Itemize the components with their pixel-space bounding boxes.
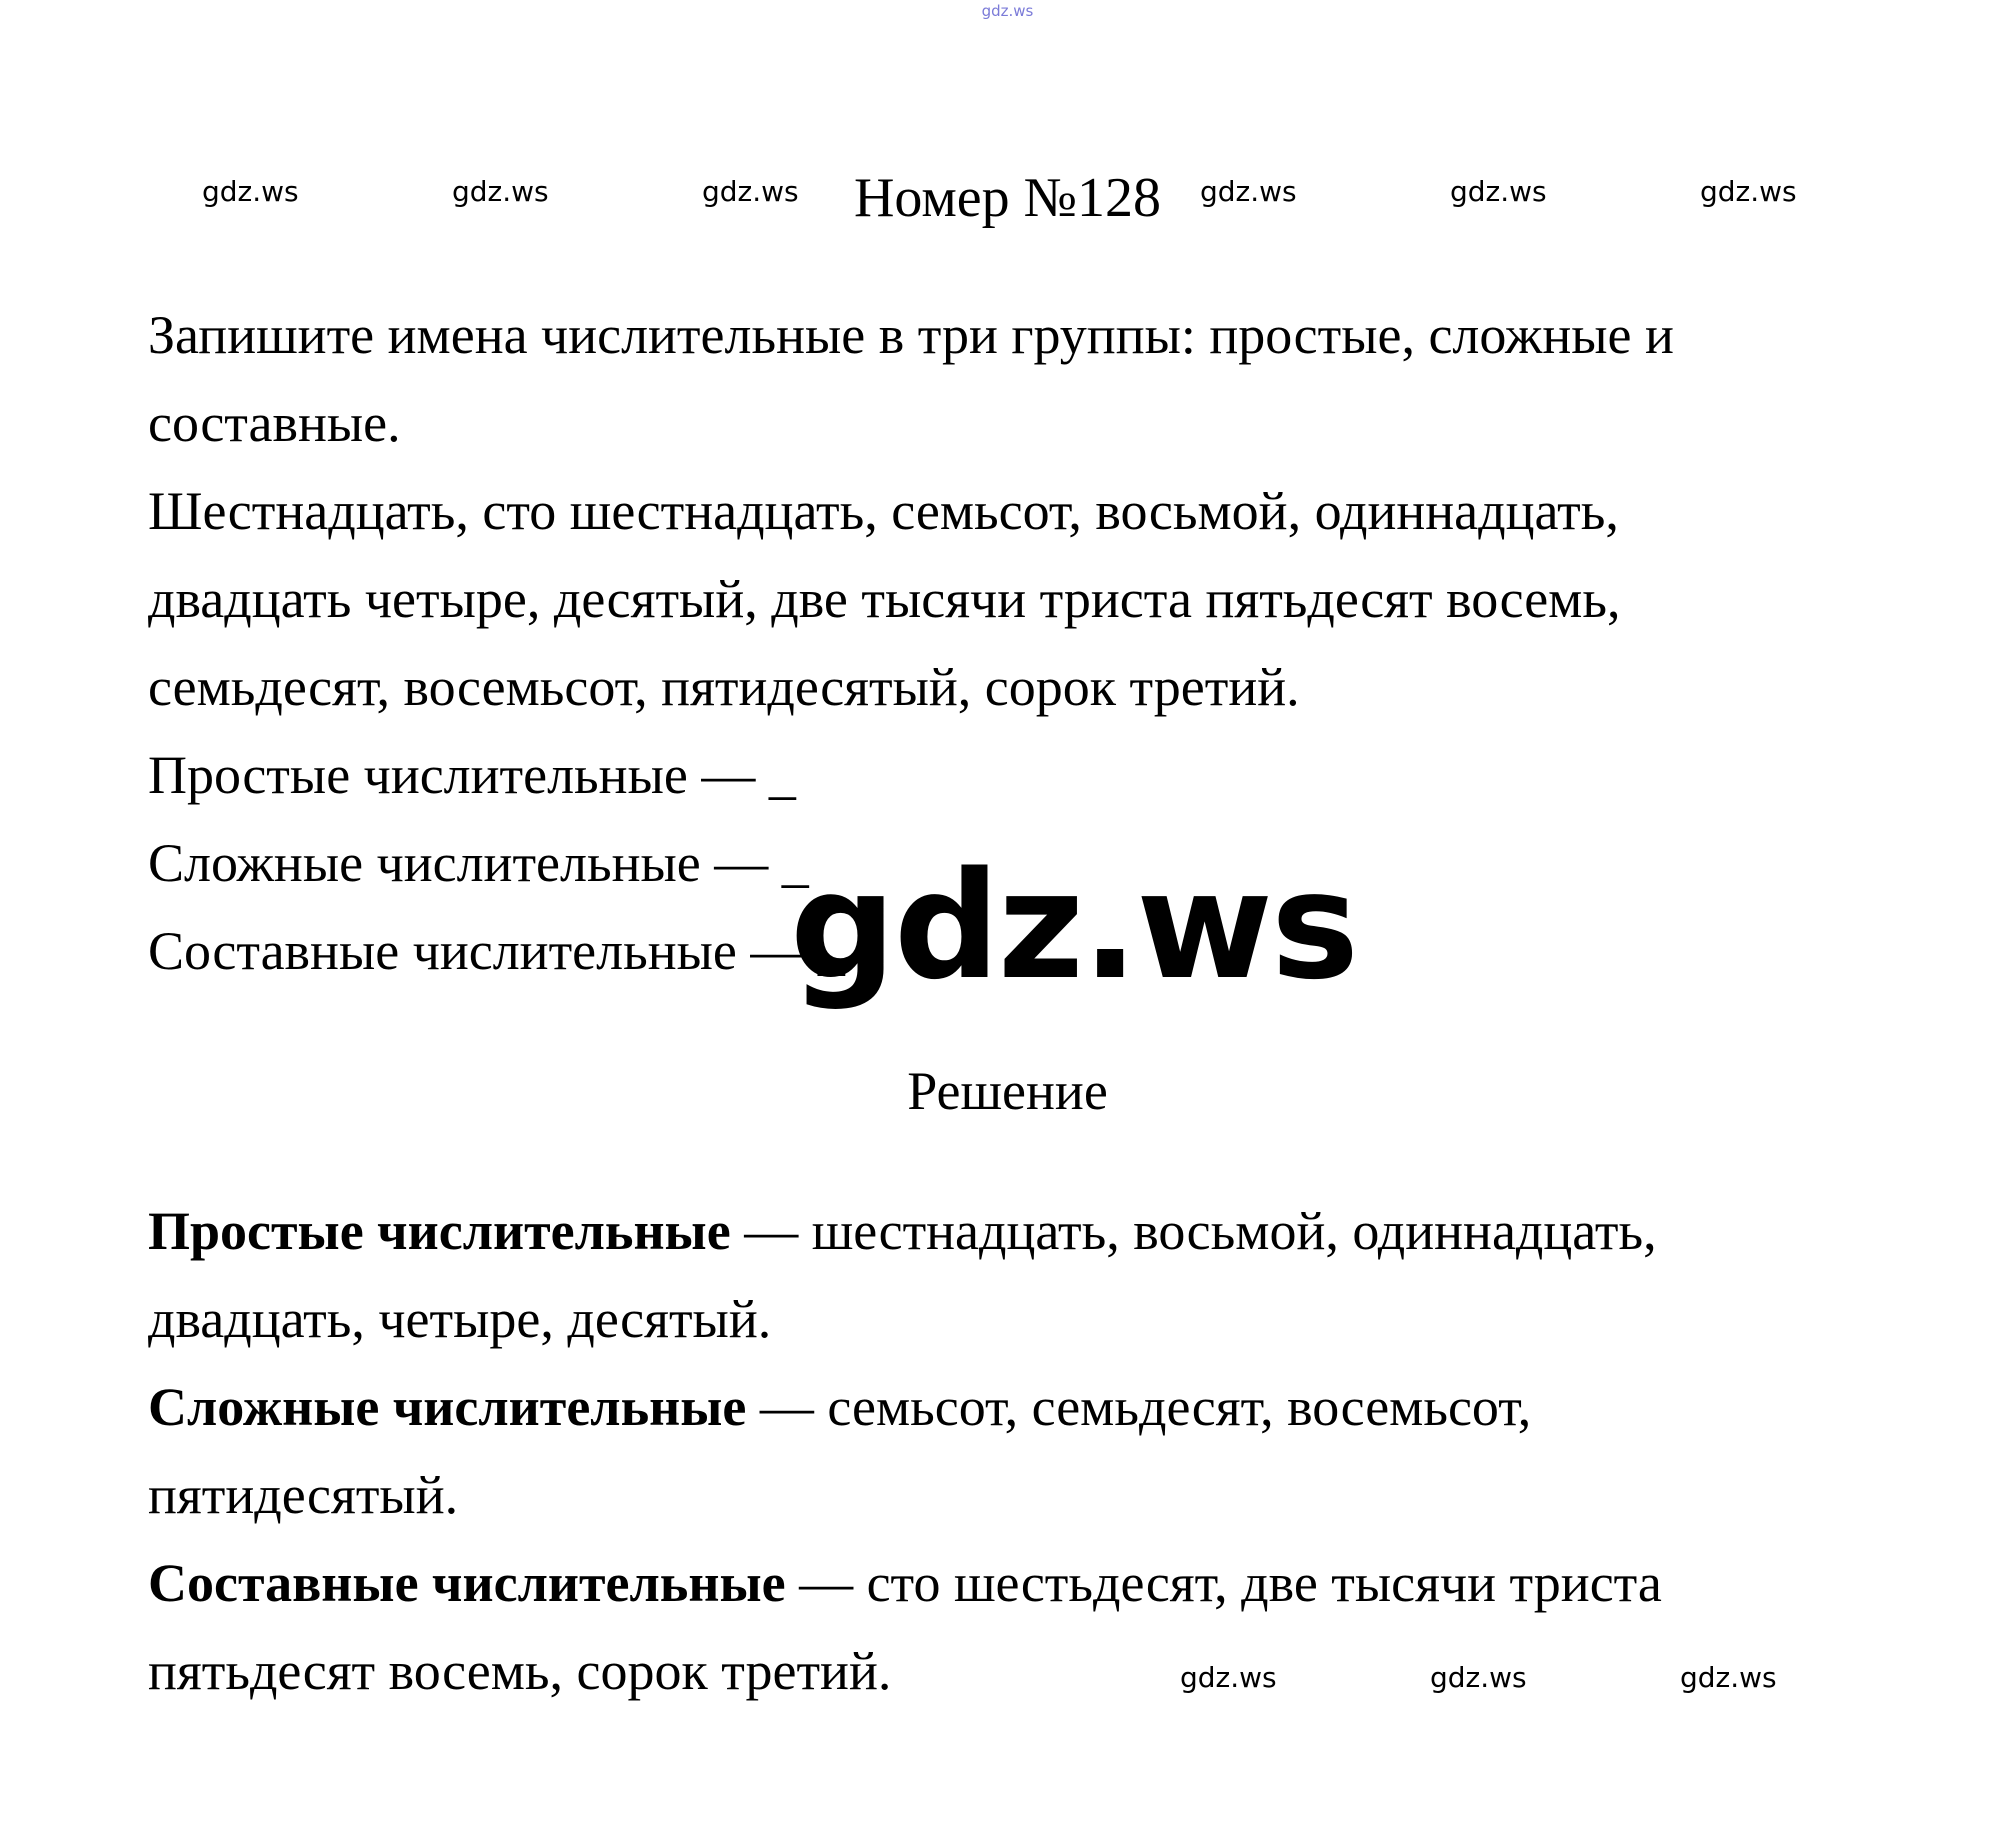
watermark: gdz.ws <box>1200 175 1297 208</box>
task-line: Запишите имена числительные в три группы: простые, сложные и <box>148 305 1674 365</box>
simple-text: — шестнадцать, восьмой, одиннадцать, <box>730 1201 1657 1261</box>
blank-simple: Простые числительные — _ <box>148 745 796 805</box>
task-line: двадцать четыре, десятый, две тысячи триста пятьдесят восемь, <box>148 569 1621 629</box>
watermark: gdz.ws <box>702 175 799 208</box>
task-line: составные. <box>148 393 401 453</box>
solution-heading: Решение <box>907 1061 1108 1121</box>
watermark: gdz.ws <box>1450 175 1547 208</box>
solution-compound-line-2: пятьдесят восемь, сорок третий. <box>148 1641 892 1701</box>
center-watermark: gdz.ws <box>790 840 1358 1012</box>
task-line: Шестнадцать, сто шестнадцать, семьсот, восьмой, одиннадцать, <box>148 481 1619 541</box>
top-watermark: gdz.ws <box>981 2 1034 20</box>
task-line: семьдесят, восемьсот, пятидесятый, сорок третий. <box>148 657 1300 717</box>
complex-text: — семьсот, семьдесят, восемьсот, <box>746 1377 1532 1437</box>
solution-simple-line-2: двадцать, четыре, десятый. <box>148 1289 772 1349</box>
compound-label: Составные числительные <box>148 1553 786 1613</box>
page-title: Номер №128 <box>853 167 1162 229</box>
solution-simple-line <box>148 1201 1657 1261</box>
watermark: gdz.ws <box>1180 1661 1277 1694</box>
solution-complex-line-2: пятидесятый. <box>148 1465 459 1525</box>
watermark: gdz.ws <box>202 175 299 208</box>
solution-complex-line <box>148 1377 1532 1437</box>
compound-text: — сто шестьдесят, две тысячи триста <box>785 1553 1662 1613</box>
blank-complex: Сложные числительные — _ <box>148 833 809 893</box>
watermark: gdz.ws <box>1680 1661 1777 1694</box>
complex-label: Сложные числительные <box>148 1377 747 1437</box>
watermark: gdz.ws <box>1430 1661 1527 1694</box>
watermark: gdz.ws <box>1700 175 1797 208</box>
blank-compound: Составные числительные — _ <box>148 921 845 981</box>
watermark: gdz.ws <box>452 175 549 208</box>
solution-compound-line <box>148 1553 1662 1613</box>
simple-label: Простые числительные <box>148 1201 731 1261</box>
